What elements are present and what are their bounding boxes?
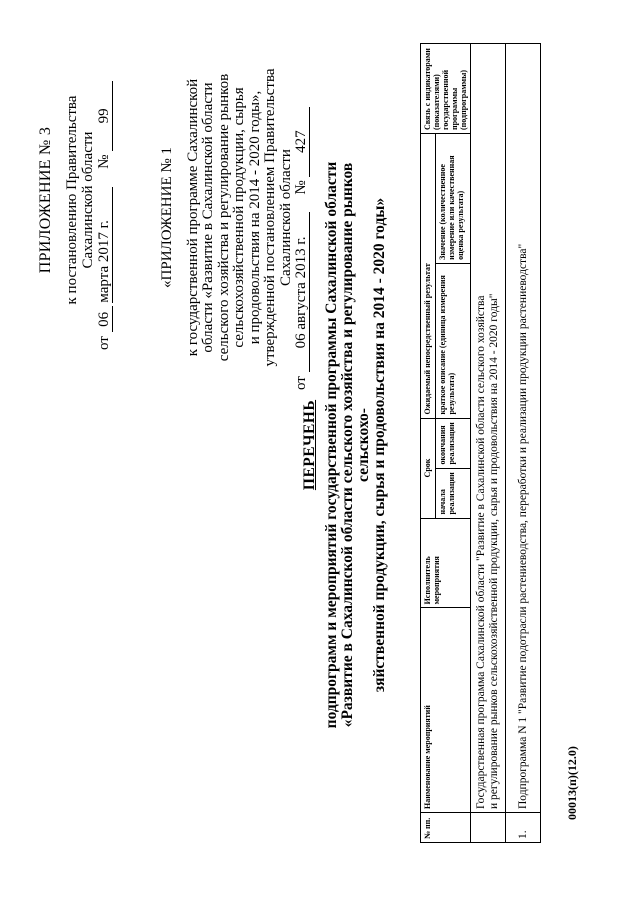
gov-program-cell [471,44,506,813]
header-name: Наименование мероприятий [421,608,471,813]
table-row-subprogram-1 [506,44,541,843]
row1-num: 1. [506,813,541,843]
appendix-1-number: 427 [294,107,310,177]
appendix-3-date-prefix: от [96,336,112,350]
appendix-1-line2: области «Развитие в Сахалинской области [200,82,216,353]
heading-line1: подпрограмм и мероприятий государственной программы Сахалинской области [323,161,340,729]
gov-program-line1: Государственная программа Сахалинской области "Развитие в Сахалинской области сельского хозяйства [475,295,487,810]
appendix-1-title: «ПРИЛОЖЕНИЕ № 1 [159,147,175,288]
appendix-3-line2: Сахалинской области [80,131,96,269]
appendix-3-month-year: марта 2017 г. [97,187,113,303]
heading-title: ПЕРЕЧЕНЬ [301,399,318,491]
appendix-1-line1: к государственной программе Сахалинской [184,78,201,357]
header-num: № пп. [421,813,471,843]
appendix-1-date-prefix: от [293,376,309,390]
appendix-1-line4: сельскохозяйственной продукции, сырья [231,87,247,348]
measures-table [420,43,541,843]
heading-line3: зяйственной продукции, сырья и продовольствия на 2014 - 2020 годы» [371,197,388,693]
gov-program-line2: и регулирование рынков сельскохозяйственной продукции, сырья и продовольствия на 2014 - 2020 годы" [488,293,500,810]
appendix-3-day: 06 [97,306,113,332]
header-term: Срок [421,418,436,518]
appendix-1-block [160,45,310,390]
row1-text: Подпрограмма N 1 "Развитие подотрасли растениеводства, переработки и реализации продукции растениеводства" [506,44,541,813]
footer-code: 00013(п)(12.0) [565,746,579,820]
header-value: Значение (количественное измерение или качественная оценка результата) [436,134,471,264]
header-start: начала реализации [436,468,471,518]
appendix-1-num-prefix: № [293,180,309,195]
appendix-1-line3: сельского хозяйства и регулирование рынков [215,73,232,362]
header-short-description: краткое описание (единица измерения результата) [436,263,471,418]
appendix-1-line6: утвержденной постановлением Правительства [262,68,278,367]
table-row-gov-program [471,44,506,843]
appendix-3-block [38,50,113,350]
header-end: окончания реализации [436,418,471,468]
document-heading [302,145,388,745]
gov-program-num-cell [471,813,506,843]
header-expected-result: Ожидаемый непосредственный результат [421,134,436,419]
appendix-1-date: 06 августа 2013 г. [294,212,310,372]
appendix-3-number: 99 [97,81,113,151]
heading-line2: «Развитие в Сахалинской области сельского хозяйства и регулирование рынков сельскохо- [339,162,372,728]
appendix-3-line1: к постановлению Правительства [64,95,80,305]
appendix-3-date-line [96,50,113,350]
table-header-row-1 [421,44,436,843]
appendix-1-line7: Сахалинской области [277,149,294,286]
appendix-3-title: ПРИЛОЖЕНИЕ № 3 [37,126,54,274]
header-executor: Исполнитель мероприятия [421,518,471,608]
appendix-1-line5: и продовольствия на 2014 - 2020 годы», [246,90,263,345]
appendix-3-num-prefix: № [96,154,112,169]
header-indicator-link: Связь с индикаторами (показателями) государственной программы (подпрограммы) [421,44,471,134]
